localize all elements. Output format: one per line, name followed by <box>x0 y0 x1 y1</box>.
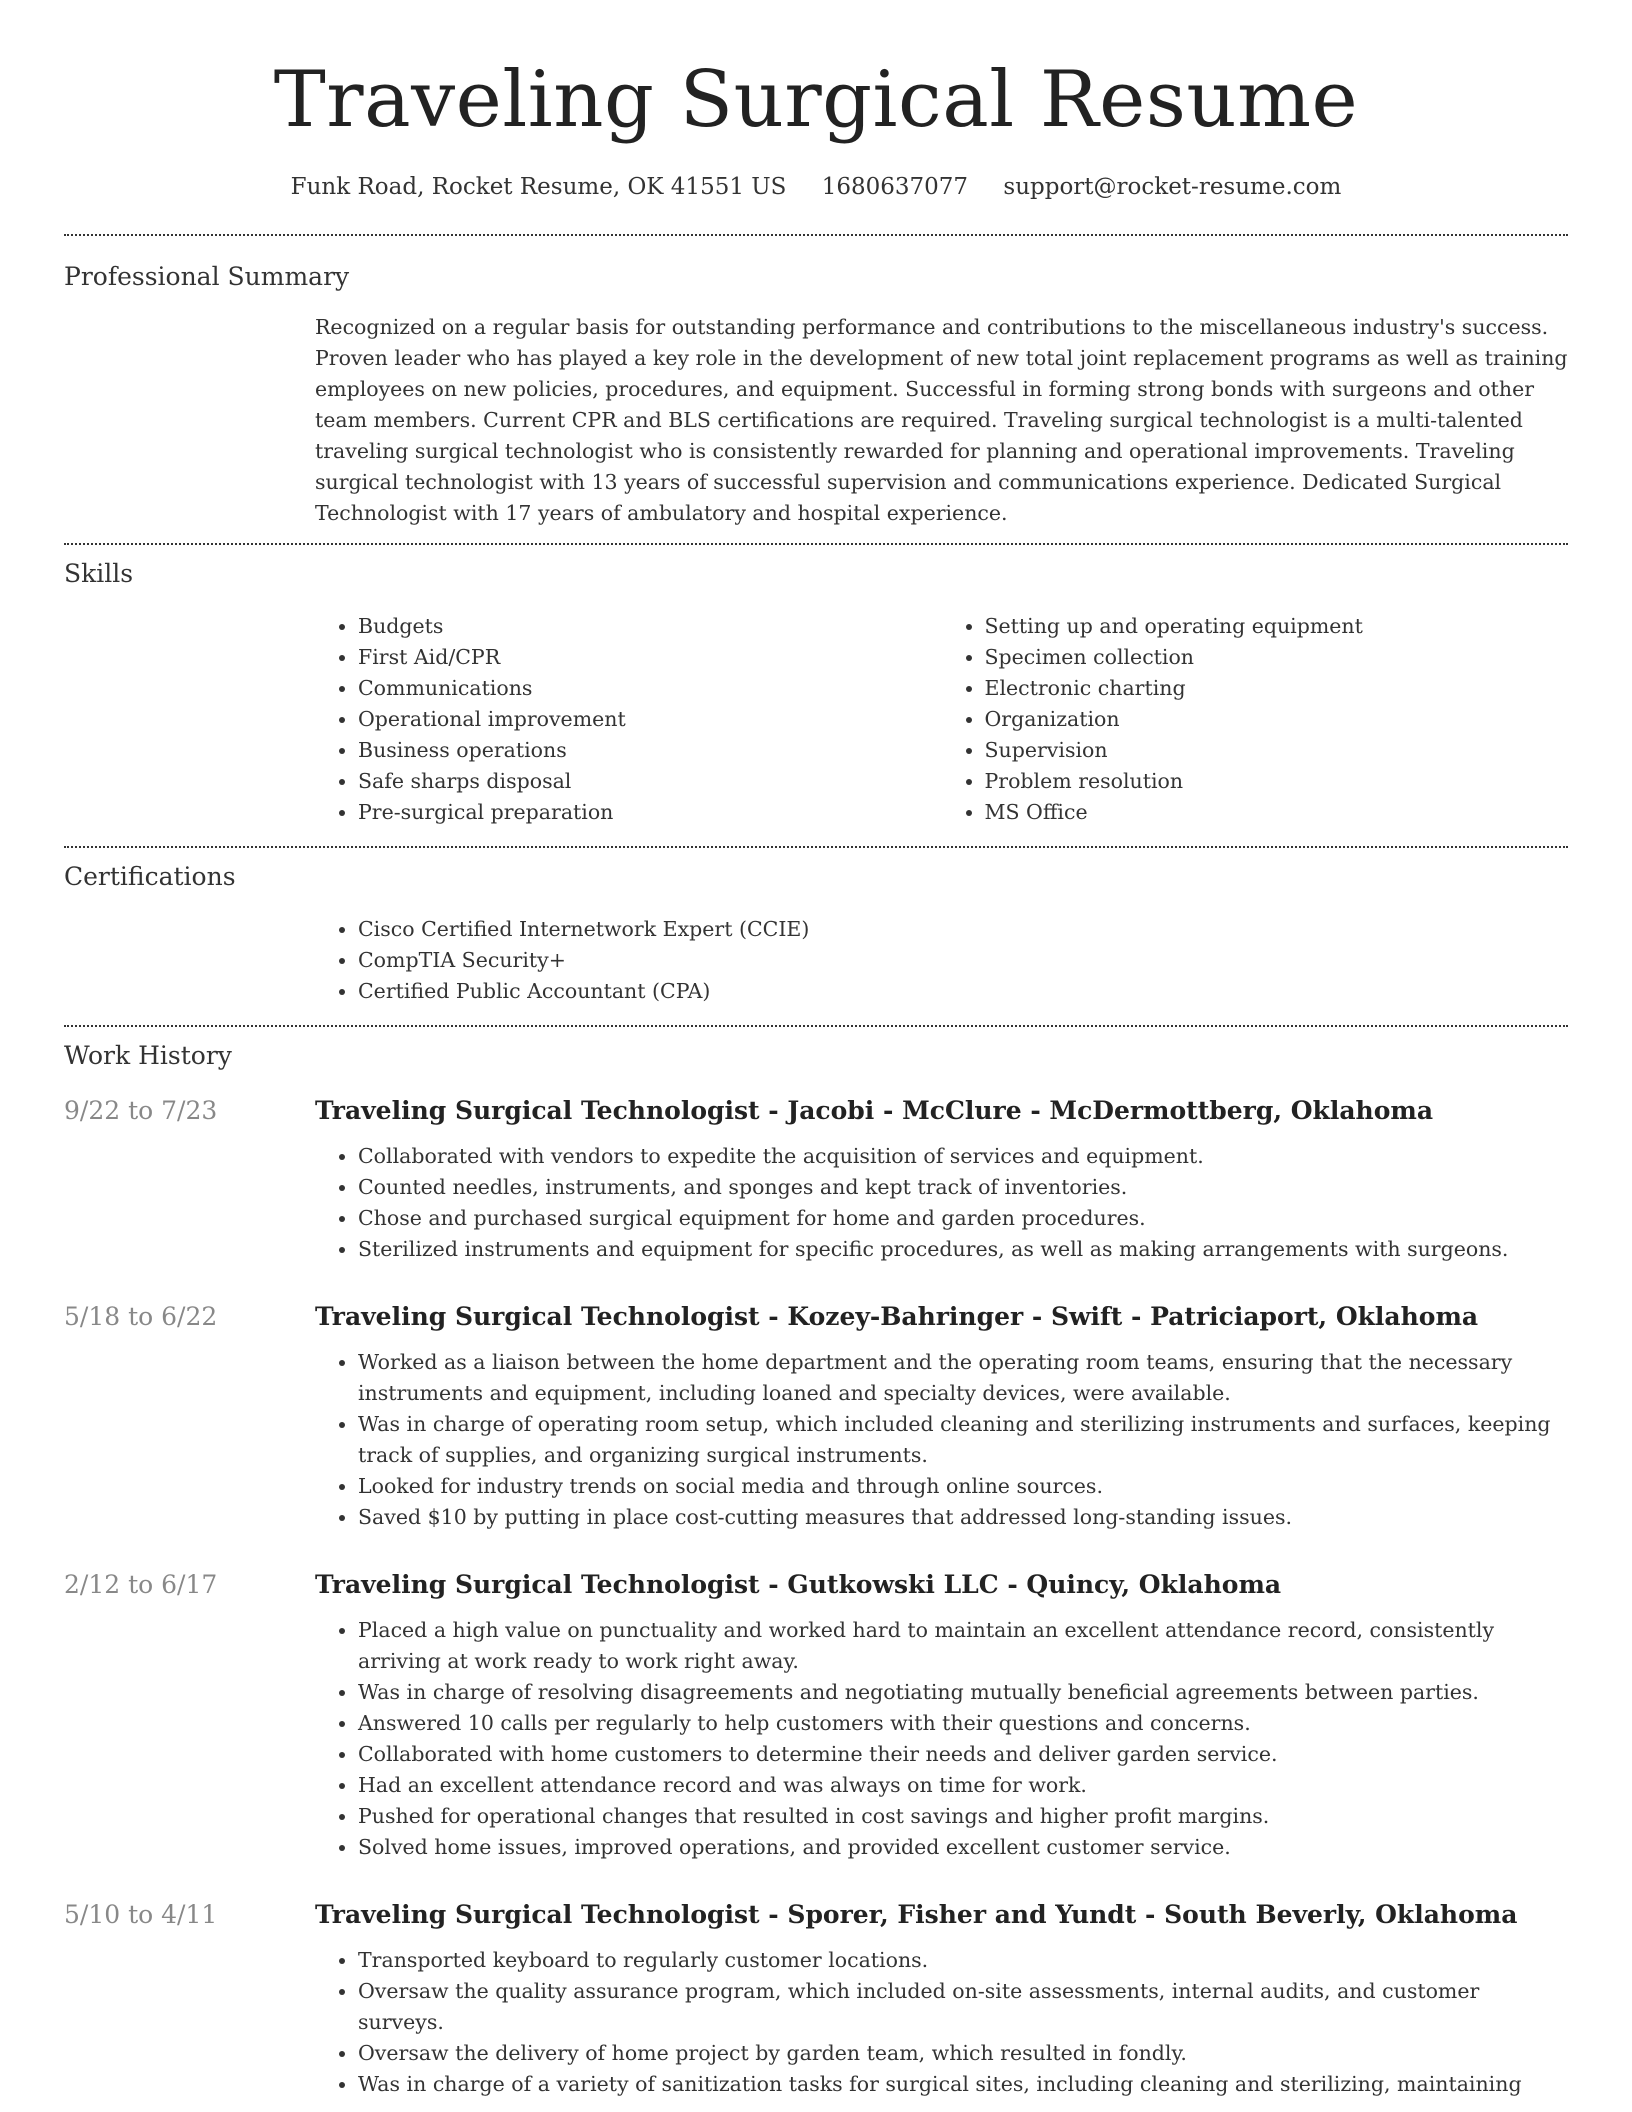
summary-text: Recognized on a regular basis for outstanding performance and contributions to the miscellaneous industry's success. Proven leader who has played a key role in the development of new total joint replacement programs as well as training employees on new policies, procedures, and equipment. Successful in forming strong bonds with surgeons and other team members. Current CPR and BLS certifications are required. Traveling surgical technologist is a multi-talented traveling surgical technologist who is consistently rewarded for planning and operational improvements. Traveling surgical technologist with 13 years of successful supervision and communications experience. Dedicated Surgical Technologist with 17 years of ambulatory and hospital experience. <box>315 315 1568 525</box>
skill-item: • MS Office <box>985 797 1569 828</box>
contact-phone: 1680637077 <box>821 174 969 200</box>
job-entry <box>64 1299 1568 1533</box>
job-bullet: • Oversaw the delivery of home project by garden team, which resulted in fondly. <box>358 2038 1568 2069</box>
job-bullet: • Pushed for operational changes that resulted in cost savings and higher profit margins. <box>358 1801 1568 1832</box>
skill-item: • First Aid/CPR <box>358 642 942 673</box>
job-bullet: • Answered 10 calls per regularly to help customers with their questions and concerns. <box>358 1708 1568 1739</box>
skill-item: • Business operations <box>358 735 942 766</box>
job-bullets <box>315 1347 1568 1533</box>
certifications-body <box>315 914 1568 1007</box>
job-title: Traveling Surgical Technologist - Jacobi - McClure - McDermottberg, Oklahoma <box>315 1096 1434 1125</box>
skill-item: • Communications <box>358 673 942 704</box>
job-title: Traveling Surgical Technologist - Sporer, Fisher and Yundt - South Beverly, Oklahoma <box>315 1900 1518 1929</box>
certification-item: • Cisco Certified Internetwork Expert (CCIE) <box>358 914 1568 945</box>
skills-list-right <box>942 611 1569 828</box>
job-bullet: • Looked for industry trends on social media and through online sources. <box>358 1471 1568 1502</box>
job-bullet: • Saved $10 by putting in place cost-cutting measures that addressed long-standing issues. <box>358 1502 1568 1533</box>
job-bullet: • Was in charge of operating room setup, which included cleaning and sterilizing instruments and surfaces, keeping track of supplies, and organizing surgical instruments. <box>358 1409 1568 1471</box>
job-bullet: • Placed a high value on punctuality and worked hard to maintain an excellent attendance record, consistently arriving at work ready to work right away. <box>358 1615 1568 1677</box>
job-entry <box>64 1093 1568 1265</box>
skill-item: • Specimen collection <box>985 642 1569 673</box>
job-bullet: • Sterilized instruments and equipment for specific procedures, as well as making arrangements with surgeons. <box>358 1234 1568 1265</box>
contact-info <box>64 170 1568 204</box>
job-bullet: • Solved home issues, improved operations, and provided excellent customer service. <box>358 1832 1568 1863</box>
job-bullet: • Was in charge of a variety of sanitization tasks for surgical sites, including cleaning and sterilizing, maintaining <box>358 2069 1568 2100</box>
job-details <box>315 1897 1568 2100</box>
job-entry <box>64 1897 1568 2100</box>
job-bullet: • Oversaw the quality assurance program, which included on-site assessments, internal audits, and customer surveys. <box>358 1976 1568 2038</box>
job-bullets <box>315 1615 1568 1863</box>
job-title: Traveling Surgical Technologist - Gutkowski LLC - Quincy, Oklahoma <box>315 1570 1282 1599</box>
work-heading: Work History <box>64 1041 232 1070</box>
skill-item: • Budgets <box>358 611 942 642</box>
skill-item: • Electronic charting <box>985 673 1569 704</box>
job-title: Traveling Surgical Technologist - Kozey-Bahringer - Swift - Patriciaport, Oklahoma <box>315 1302 1479 1331</box>
skill-item: • Organization <box>985 704 1569 735</box>
summary-body <box>315 312 1568 529</box>
job-bullets <box>315 1945 1568 2100</box>
skills-list-left <box>315 611 942 828</box>
job-details <box>315 1299 1568 1533</box>
contact-email: support@rocket-resume.com <box>1003 174 1342 200</box>
job-bullet: • Collaborated with vendors to expedite the acquisition of services and equipment. <box>358 1141 1568 1172</box>
job-details <box>315 1567 1568 1863</box>
job-entry <box>64 1567 1568 1863</box>
job-bullet: • Collaborated with home customers to determine their needs and deliver garden service. <box>358 1739 1568 1770</box>
skills-body <box>315 611 1568 828</box>
certifications-section <box>64 848 1568 1025</box>
summary-heading: Professional Summary <box>64 262 350 291</box>
job-bullet: • Was in charge of resolving disagreements and negotiating mutually beneficial agreements between parties. <box>358 1677 1568 1708</box>
job-dates: 2/12 to 6/17 <box>64 1570 218 1599</box>
certifications-list <box>315 914 1568 1007</box>
job-bullet: • Transported keyboard to regularly customer locations. <box>358 1945 1568 1976</box>
skill-item: • Operational improvement <box>358 704 942 735</box>
job-dates: 5/18 to 6/22 <box>64 1302 218 1331</box>
skill-item: • Pre-surgical preparation <box>358 797 942 828</box>
work-section <box>64 1027 1568 2100</box>
skill-item: • Setting up and operating equipment <box>985 611 1569 642</box>
job-bullet: • Worked as a liaison between the home department and the operating room teams, ensuring that the necessary instruments and equipment, including loaned and specialty devices, were available. <box>358 1347 1568 1409</box>
job-bullet: • Had an excellent attendance record and was always on time for work. <box>358 1770 1568 1801</box>
skill-item: • Supervision <box>985 735 1569 766</box>
summary-section <box>64 236 1568 543</box>
job-details <box>315 1093 1568 1265</box>
skill-item: • Problem resolution <box>985 766 1569 797</box>
job-dates: 5/10 to 4/11 <box>64 1900 218 1929</box>
job-dates: 9/22 to 7/23 <box>64 1096 218 1125</box>
skills-section <box>64 545 1568 846</box>
certification-item: • CompTIA Security+ <box>358 945 1568 976</box>
certification-item: • Certified Public Accountant (CPA) <box>358 976 1568 1007</box>
skills-heading: Skills <box>64 559 134 588</box>
skill-item: • Safe sharps disposal <box>358 766 942 797</box>
job-bullets <box>315 1141 1568 1265</box>
job-bullet: • Counted needles, instruments, and sponges and kept track of inventories. <box>358 1172 1568 1203</box>
contact-address: Funk Road, Rocket Resume, OK 41551 US <box>290 174 787 200</box>
certifications-heading: Certifications <box>64 862 236 891</box>
resume-title: Traveling Surgical Resume <box>273 55 1359 145</box>
job-bullet: • Chose and purchased surgical equipment for home and garden procedures. <box>358 1203 1568 1234</box>
